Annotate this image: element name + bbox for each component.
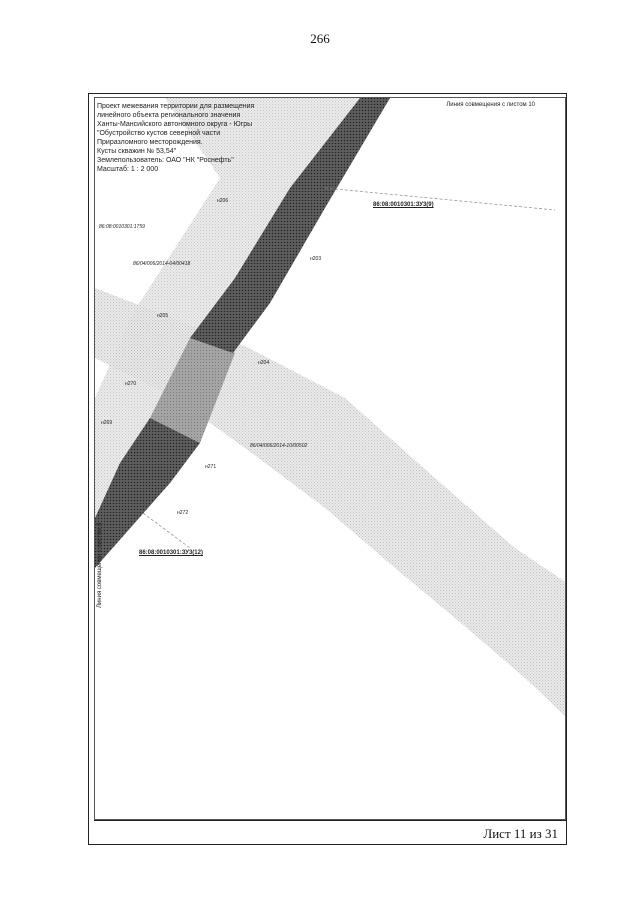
title-line: "Обустройство кустов северной части	[97, 130, 221, 137]
point-n206: н206	[217, 198, 229, 204]
title-line: Приразломного месторождения.	[97, 139, 203, 146]
map-canvas	[95, 98, 566, 820]
point-n272: н272	[177, 510, 189, 516]
parcel-0418-label: 86/04/006/2014-04/00418	[133, 261, 191, 267]
leader-line-zu12	[143, 513, 190, 548]
title-line: Землепользователь: ОАО "НК "Роснефть"	[97, 157, 234, 164]
point-n271: н271	[205, 464, 217, 470]
title-line: линейного объекта регионального значения	[97, 112, 241, 119]
sheet-footer	[94, 820, 566, 844]
match-line-top: Линия совмещения с листом 10	[446, 102, 535, 108]
point-n205: н205	[157, 313, 169, 319]
page-number: 266	[310, 31, 330, 46]
parcel-0502-label: 86/04/006/2014-10/00502	[250, 443, 308, 449]
map-area	[94, 97, 566, 820]
match-line-left: Линия совмещения с листом 8	[97, 522, 103, 608]
point-n204: н204	[258, 360, 270, 366]
parcel-zu9-label: 86:08:0010301:ЗУ3(9)	[373, 202, 434, 208]
leader-line-zu9	[325, 188, 555, 210]
title-line: Ханты-Мансийского автономного округа - Югры	[97, 121, 253, 128]
parcel-zu12-label: 86:08:0010301:ЗУ3(12)	[139, 550, 203, 556]
cadastral-block-label: 86:08:0010301:1759	[99, 224, 145, 230]
point-n269: н269	[101, 420, 113, 426]
transverse-corridor	[95, 288, 566, 718]
title-line: Проект межевания территории для размещения	[97, 103, 255, 110]
title-block	[97, 102, 297, 174]
point-n203: н203	[310, 256, 322, 262]
point-n270: н270	[125, 381, 137, 387]
sheet-label: Лист 11 из 31	[483, 826, 558, 841]
title-line: Масштаб: 1 : 2 000	[97, 166, 159, 173]
title-line: Кусты скважин № 53,54"	[97, 148, 177, 155]
